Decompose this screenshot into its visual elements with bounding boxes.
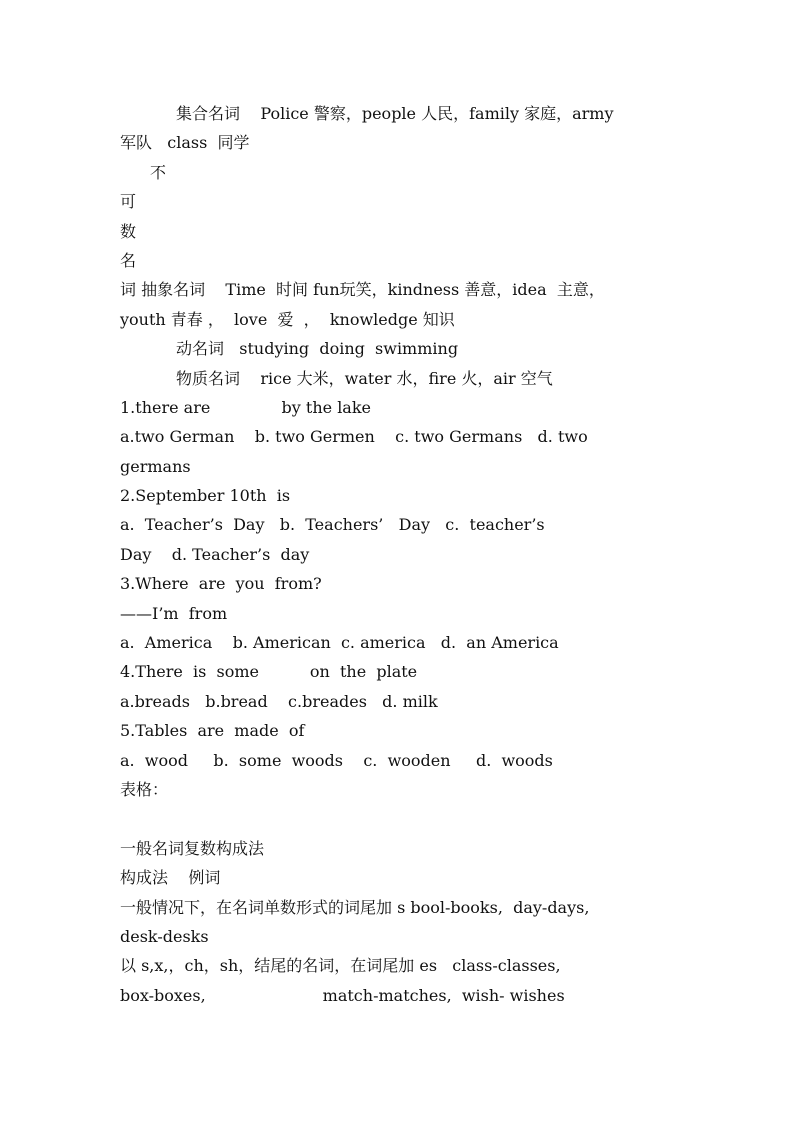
text-line: a. Teacher’s Day b. Teachers’ Day c. teacher’s — [120, 515, 545, 535]
text-line: a. America b. American c. america d. an America — [120, 633, 559, 653]
text-line: ——I’m from — [120, 603, 228, 623]
text-line: a. wood b. some woods c. wooden d. woods — [120, 750, 553, 770]
text-line: box-boxes, match-matches, wish- wishes — [120, 985, 565, 1005]
text-line: 4.There is some on the plate — [120, 662, 418, 682]
text-line: 1.there are by the lake — [120, 397, 372, 417]
text-line: 可 — [120, 192, 137, 212]
text-line: 3.Where are you from? — [120, 574, 322, 594]
text-line: 2.September 10th is — [120, 486, 291, 506]
text-line: 词 抽象名词 Time 时间 fun玩笑，kindness 善意，idea 主意， — [120, 280, 605, 300]
text-line: 表格： — [120, 779, 169, 799]
text-line: Day d. Teacher’s day — [120, 544, 310, 564]
text-line: 动名词 studying doing swimming — [176, 339, 459, 359]
text-line: youth 青春 ， love 爱 ， knowledge 知识 — [120, 309, 455, 329]
text-line: desk-desks — [120, 926, 209, 946]
text-line: a.breads b.bread c.breades d. milk — [120, 691, 438, 711]
text-line: 以 s,x,，ch，sh，结尾的名词，在词尾加 es class-classes, — [120, 956, 561, 976]
text-line: 集合名词 Police 警察，people 人民，family 家庭，army — [176, 104, 614, 123]
text-line: 数 — [120, 221, 137, 241]
text-line: 物质名词 rice 大米，water 水，fire 火，air 空气 — [176, 368, 553, 388]
document-body — [120, 99, 700, 1010]
text-line: 不 — [150, 162, 167, 182]
text-line: germans — [120, 456, 191, 476]
text-line: 构成法 例词 — [120, 868, 221, 888]
text-line: 军队 class 同学 — [120, 133, 250, 153]
text-line: a.two German b. two Germen c. two Germans d. two — [120, 427, 588, 447]
text-line: 5.Tables are made of — [120, 721, 305, 741]
text-line: 一般情况下，在名词单数形式的词尾加 s bool-books, day-days, — [120, 897, 590, 917]
text-line: 一般名词复数构成法 — [120, 838, 265, 858]
text-line — [120, 804, 700, 833]
text-line: 名 — [120, 250, 137, 270]
